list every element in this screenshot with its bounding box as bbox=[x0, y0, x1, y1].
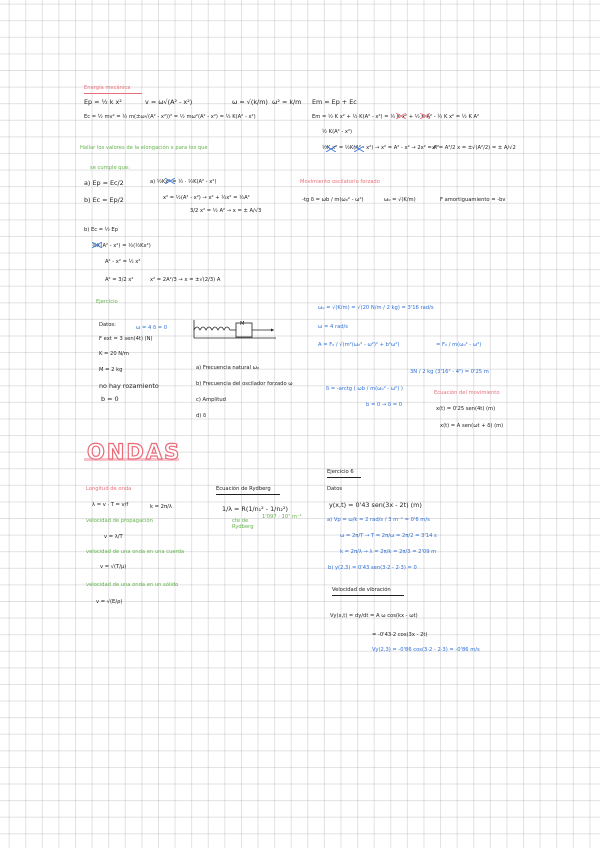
strike-mark bbox=[92, 242, 102, 248]
ejercicio-title: Ejercicio bbox=[96, 299, 118, 305]
solution-a: ω₀ = √(K/m) = √(20 N/m / 2 kg) = 3'16 rad/s bbox=[318, 305, 434, 311]
ejercicio6-a: a) Vp = ω/k = 2 rad/s / 3 m⁻¹ = 0'6 m/s bbox=[327, 517, 430, 523]
valores-b-work-4: x² = 2A²/3 → x = ±√(2/3) A bbox=[150, 277, 221, 283]
omega2-equation: ω² = k/m bbox=[272, 98, 302, 106]
solution-b: ω = 4 rad/s bbox=[318, 324, 348, 330]
rydberg-title: Ecuación de Rydberg bbox=[216, 486, 271, 492]
ec-equation: Ec = ½ mv² = ½ m(±ω√(A² - x²))² = ½ mω²(A² - x²) = ½ K(A² - x²) bbox=[84, 114, 256, 120]
vy-equation-2: = -0'43·2 cos(3x - 2t) bbox=[372, 632, 428, 638]
ejercicio-no-rozamiento: no hay rozamiento bbox=[99, 382, 159, 390]
ep-equation: Ep = ½ k x² bbox=[84, 98, 122, 106]
ejercicio-m: M = 2 kg bbox=[99, 367, 123, 373]
spring-mass-diagram bbox=[192, 318, 276, 340]
lambda-note: k = 2π/λ bbox=[150, 504, 172, 510]
strike-mark bbox=[165, 178, 175, 184]
velocidad-vibracion-title: Velocidad de vibración bbox=[332, 587, 391, 593]
ejercicio6-omega: ω = 2π/T → T = 2π/ω = 2π/2 = 3'14 s bbox=[340, 533, 437, 539]
strike-mark bbox=[326, 146, 336, 152]
solution-d-2: b = 0 → δ = 0 bbox=[366, 402, 403, 408]
valores-b-work-3: A² = 3/2 x² bbox=[105, 277, 134, 283]
title-underline bbox=[84, 93, 142, 94]
valores-a-work-1: a) ½Kx² = ½ · ½K(A² - x²) bbox=[150, 179, 217, 185]
strike-mark bbox=[420, 113, 430, 119]
velocidad-solido-eq: v = √(E/ρ) bbox=[96, 599, 123, 605]
solution-c-3: 3N / 2 kg (3'16² - 4²) = 0'25 m bbox=[410, 369, 489, 375]
lambda-equation: λ = v · T = v/f bbox=[92, 502, 129, 508]
velocidad-cuerda-eq: v = √(T/μ) bbox=[100, 564, 127, 570]
rydberg-note-1: cte de bbox=[232, 518, 249, 524]
vy-evaluated: Vy(2,3) = -0'86 cos(3·2 - 2·3) = -0'86 m/s bbox=[372, 647, 480, 653]
strike-mark bbox=[396, 113, 406, 119]
valores-a: a) Ep = Ec/2 bbox=[84, 179, 124, 187]
em-equation: Em = Ep + Ec bbox=[312, 98, 357, 106]
section-title-energia: Energía mecánica bbox=[84, 85, 131, 91]
forzado-title: Movimiento oscilatorio forzado bbox=[300, 179, 380, 185]
ejercicio-k: K = 20 N/m bbox=[99, 351, 129, 357]
valores-b-head: b) Ec = ½ Ep bbox=[84, 227, 118, 233]
solution-c-2: = F₀ / m(ω₀² - ω²) bbox=[436, 342, 482, 348]
solution-c: A = F₀ / √(m²(ω₀² - ω²)² + b²ω²) bbox=[318, 342, 400, 348]
valores-b: b) Ec = Ep/2 bbox=[84, 196, 124, 204]
ejercicio6-datos: Datos bbox=[327, 486, 343, 492]
question-a: a) Frecuencia natural ω₀ bbox=[196, 365, 260, 371]
question-b: b) Frecuencia del oscilador forzado ω bbox=[196, 381, 293, 387]
em-line-3: ½K x² = ½K(A² - x²) → x² = A² - x² → 2x² = A² bbox=[322, 145, 440, 151]
ejercicio6-k: k = 2π/λ → λ = 2π/k = 2π/3 = 2'09 m bbox=[340, 549, 437, 555]
valores-b-work-1: ½K(A² - x²) = ½(½Kx²) bbox=[92, 243, 151, 249]
ecuacion-movimiento-label: Ecuación del movimiento bbox=[434, 390, 500, 396]
solution-d: δ = -arctg ( ωb / m(ω₀² - ω²) ) bbox=[326, 386, 403, 392]
velocidad-vibracion-underline bbox=[332, 595, 404, 596]
valores-title: Hallar los valores de la elongación x para los que bbox=[80, 145, 208, 151]
forzado-eq-3: F amortiguamiento = -bv bbox=[440, 197, 506, 203]
valores-subtitle: se cumple que: bbox=[90, 165, 130, 171]
x-of-t-general: x(t) = A sen(ωt + δ) (m) bbox=[440, 423, 504, 429]
ejercicio-omega-note: ω = 4 δ = 0 bbox=[136, 325, 168, 331]
ejercicio6-underline bbox=[327, 477, 361, 478]
ejercicio6-title: Ejercicio 6 bbox=[327, 469, 354, 475]
ejercicio-force: F ext = 3 sen(4t) (N) bbox=[99, 336, 153, 342]
v-equation: v = ω√(A² - x²) bbox=[145, 98, 193, 106]
strike-mark bbox=[354, 146, 364, 152]
mass-label: M bbox=[240, 321, 245, 327]
longitud-onda-title: Longitud de onda bbox=[86, 486, 132, 492]
em-line-1: Em = ½ K x² + ½ K(A² - x²) = ½ K x² + ½ K A² - ½ K x² = ½ K A² bbox=[312, 114, 480, 120]
velocidad-cuerda-title: velocidad de una onda en una cuerda bbox=[86, 549, 185, 555]
ejercicio6-y-eq: y(x,t) = 0'43 sen(3x - 2t) (m) bbox=[329, 501, 422, 509]
valores-a-work-2: x² = ½(A² - x²) → x² + ½x² = ½A² bbox=[163, 195, 250, 201]
ejercicio-b0: b = 0 bbox=[101, 395, 119, 403]
rydberg-equation: 1/λ = R(1/n₁² - 1/n₂²) bbox=[222, 505, 289, 513]
velocidad-equation: v = λ/T bbox=[104, 534, 123, 540]
rydberg-note-2: Rydberg bbox=[232, 524, 254, 530]
em-x-result: x² = A²/2 x = ±√(A²/2) = ± A/√2 bbox=[432, 145, 516, 151]
valores-b-work-2: A² - x² = ½ x² bbox=[105, 259, 141, 265]
question-d: d) δ bbox=[196, 413, 207, 419]
velocidad-propagacion-title: velocidad de propagación bbox=[86, 518, 153, 524]
question-c: c) Amplitud bbox=[196, 397, 226, 403]
ejercicio-datos: Datos: bbox=[99, 322, 116, 328]
ondas-title: ONDAS bbox=[87, 440, 182, 464]
ejercicio6-b: b) y(2,3) = 0'43 sen(3·2 - 2·3) = 0 bbox=[328, 565, 417, 571]
valores-a-work-3: 3/2 x² = ½ A² → x = ± A/√3 bbox=[190, 208, 262, 214]
omega-equation: ω = √(k/m) bbox=[232, 98, 268, 106]
forzado-eq-2: ω₀ = √(K/m) bbox=[384, 197, 416, 203]
rydberg-underline bbox=[216, 494, 280, 495]
rydberg-note-3: 1'097 · 10⁷ m⁻¹ bbox=[262, 514, 302, 520]
velocidad-solido-title: velocidad de una onda en un sólido bbox=[86, 582, 179, 588]
em-line-2: ½ K(A² - x²) bbox=[322, 129, 353, 135]
x-of-t: x(t) = 0'25 sen(4t) (m) bbox=[436, 406, 496, 412]
vy-equation: Vy(x,t) = dy/dt = A ω cos(kx - ωt) bbox=[330, 613, 418, 619]
forzado-eq-1: -tg δ = ωb / m(ω₀² - ω²) bbox=[302, 197, 364, 203]
